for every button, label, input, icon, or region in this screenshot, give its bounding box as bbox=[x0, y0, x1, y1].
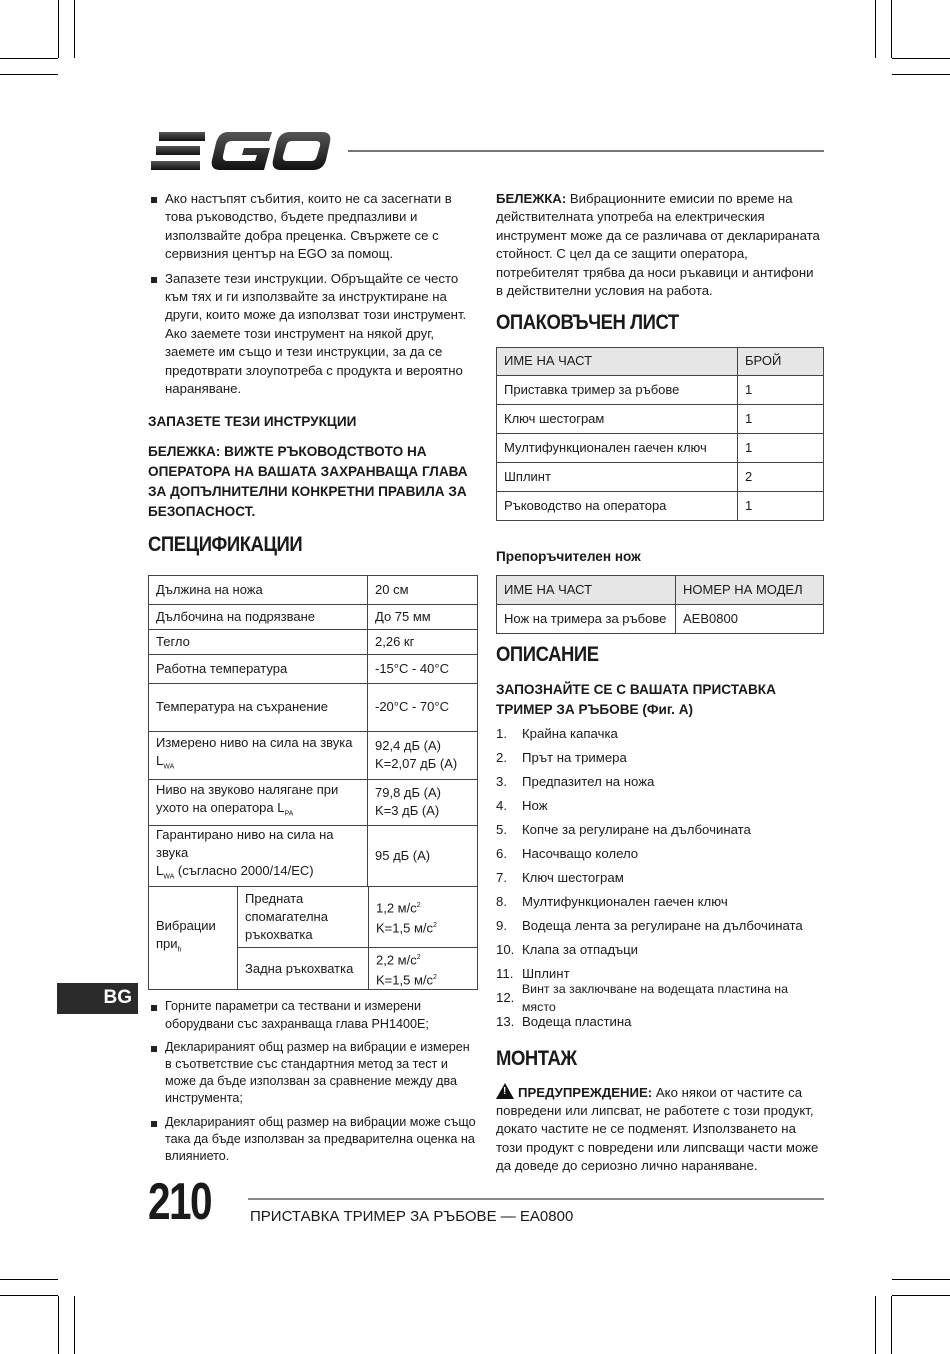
list-item: 5. Копче за регулиране на дълбочината bbox=[496, 818, 824, 842]
table-cell: Шплинт bbox=[497, 462, 738, 491]
list-item: 1. Крайна капачка bbox=[496, 722, 824, 746]
table-row bbox=[149, 654, 478, 683]
crop-mark bbox=[74, 1296, 75, 1354]
table-cell: 2,26 кг bbox=[368, 629, 478, 654]
table-cell: Тегло bbox=[149, 629, 368, 654]
table-row bbox=[149, 575, 478, 604]
list-item-text: Шплинт bbox=[522, 966, 570, 982]
crop-mark bbox=[0, 1295, 58, 1296]
assembly-warning bbox=[496, 1081, 824, 1176]
crop-mark bbox=[892, 58, 950, 59]
list-item: 8. Мултифункционален гаечен ключ bbox=[496, 890, 824, 914]
table-row bbox=[149, 629, 478, 654]
value-text: 79,8 дБ (A) bbox=[375, 785, 441, 801]
list-item: Запазете тези инструкции. Обръщайте се често към тях и ги използвайте за инструктиране на други, които може да използват този инструмент. Ако заемете този инструмент на някой друг, заемете им също и тези инструкции, за да се предотврати злоупотреба с продукта и вероятно нараняване. bbox=[148, 270, 478, 399]
vibration-table bbox=[148, 886, 478, 990]
list-item: 3. Предпазител на ножа bbox=[496, 770, 824, 794]
value-text: K=3 дБ (A) bbox=[375, 803, 440, 819]
warning-text: Ако някои от частите са повредени или липсват, не работете с този продукт, докато частите не се подменят. Използването на този продукт с повредени или липсващи части може да доведе до сериозно лично нараняване. bbox=[496, 1084, 819, 1174]
table-cell: Нож на тримера за ръбове bbox=[497, 604, 676, 633]
table-cell: Ръководство на оператора bbox=[497, 491, 738, 520]
list-item-text: Ключ шестограм bbox=[522, 870, 624, 886]
list-item-text: Водеща лента за регулиране на дълбочината bbox=[522, 918, 803, 934]
left-column bbox=[148, 190, 478, 1171]
list-item: 7. Ключ шестограм bbox=[496, 866, 824, 890]
list-item: 9. Водеща лента за регулиране на дълбочината bbox=[496, 914, 824, 938]
table-row bbox=[497, 491, 824, 520]
table-cell bbox=[149, 731, 368, 779]
recommended-blade-heading: Препоръчителен нож bbox=[496, 548, 641, 564]
table-row bbox=[497, 604, 824, 633]
crop-mark bbox=[74, 0, 75, 58]
list-item-text: Прът на тримера bbox=[522, 750, 627, 766]
parts-list bbox=[496, 722, 824, 1034]
table-cell bbox=[369, 887, 478, 948]
label-text: Ниво на звуково налягане при ухото на оператора L bbox=[156, 782, 339, 816]
save-instructions-heading: ЗАПАЗЕТЕ ТЕЗИ ИНСТРУКЦИИ bbox=[148, 414, 357, 430]
crop-mark bbox=[875, 0, 876, 58]
table-header-cell: ИМЕ НА ЧАСТ bbox=[497, 575, 676, 604]
list-item: 6. Насочващо колело bbox=[496, 842, 824, 866]
table-cell bbox=[149, 779, 368, 825]
table-cell: Приставка тример за ръбове bbox=[497, 375, 738, 404]
crop-mark bbox=[58, 1296, 59, 1354]
language-code: BG bbox=[103, 987, 132, 1008]
table-cell: AEB0800 bbox=[676, 604, 824, 633]
superscript: 2 bbox=[433, 973, 437, 981]
warning-label: ПРЕДУПРЕЖДЕНИЕ: bbox=[518, 1084, 653, 1100]
list-item: 13. Водеща пластина bbox=[496, 1010, 824, 1034]
table-cell: -15°C - 40°C bbox=[368, 654, 478, 683]
list-item: Горните параметри са тествани и измерени оборудвани със захранваща глава PH1400E; bbox=[148, 998, 478, 1032]
crop-mark bbox=[0, 1279, 58, 1280]
table-cell: Работна температура bbox=[149, 654, 368, 683]
table-header-cell: БРОЙ bbox=[738, 347, 824, 375]
list-item-text: Винт за заключване на водещата пластина на място bbox=[521, 981, 788, 1015]
crop-mark bbox=[892, 1279, 950, 1280]
crop-mark bbox=[892, 1295, 950, 1296]
list-item: Декларираният общ размер на вибрации може също така да бъде използван за предварителна оценка на влиянието. bbox=[148, 1114, 478, 1166]
list-item: Декларираният общ размер на вибрации е измерен в съответствие със стандартния метод за тест и може да бъде използван за сравнение между два инструмента; bbox=[148, 1039, 478, 1108]
specifications-table bbox=[148, 575, 478, 888]
footer-rule bbox=[248, 1198, 824, 1200]
header-rule bbox=[348, 150, 824, 152]
value-text: K=1,5 м/с bbox=[376, 920, 433, 936]
superscript: 2 bbox=[416, 953, 421, 961]
table-cell: 1 bbox=[738, 375, 824, 404]
value-text: 1,2 м/с bbox=[376, 900, 417, 916]
list-item: 2. Прът на тримера bbox=[496, 746, 824, 770]
table-row bbox=[149, 731, 478, 779]
description-heading: ОПИСАНИЕ bbox=[496, 642, 599, 666]
list-item-text: Крайна капачка bbox=[522, 726, 618, 742]
table-row bbox=[149, 887, 478, 948]
table-cell: Предната спомагателна ръкохватка bbox=[238, 887, 369, 948]
table-cell: 95 дБ (A) bbox=[368, 825, 478, 887]
list-item-text: Клапа за отпадъци bbox=[522, 942, 639, 958]
list-item-text: Насочващо колело bbox=[522, 846, 639, 862]
table-header-cell: ИМЕ НА ЧАСТ bbox=[497, 347, 738, 375]
table-cell: -20°C - 70°C bbox=[368, 683, 478, 731]
value-text: 92,4 дБ (A) bbox=[375, 738, 441, 754]
vibration-note bbox=[496, 190, 824, 300]
blade-table bbox=[496, 575, 824, 634]
packing-list-heading: ОПАКОВЪЧЕН ЛИСТ bbox=[496, 311, 679, 335]
list-item-text: Предпазител на ножа bbox=[522, 774, 655, 790]
list-item-text: Мултифункционален гаечен ключ bbox=[522, 894, 728, 910]
list-item: Ако настъпят събития, които не са засегнати в това ръководство, бъдете предпазливи и използвайте добра преценка. Свържете се с сервизния център на EGO за помощ. bbox=[148, 190, 478, 264]
right-column bbox=[496, 190, 824, 1176]
list-item: 12. Винт за заключване на водещата пластина на място bbox=[496, 986, 824, 1010]
label-text: Измерено ниво на сила на звука L bbox=[156, 735, 353, 769]
table-cell bbox=[369, 948, 478, 990]
crop-mark bbox=[58, 0, 59, 58]
crop-mark bbox=[892, 74, 950, 75]
list-item: 10. Клапа за отпадъци bbox=[496, 938, 824, 962]
table-cell: 2 bbox=[738, 462, 824, 491]
value-text: 2,2 м/с bbox=[376, 951, 417, 967]
list-item-text: Водеща пластина bbox=[522, 1014, 632, 1030]
table-cell: 1 bbox=[738, 491, 824, 520]
value-text: K=1,5 м/с bbox=[376, 972, 433, 988]
assembly-heading: МОНТАЖ bbox=[496, 1047, 577, 1071]
note-text: Вибрационните емисии по време на действителната употреба на електрическия инструмент може да се различава от декларираната стойност. С цел да се защити оператора, потребителят трябва да носи ръкавици и антифони в действителни условия на работа. bbox=[496, 191, 820, 299]
language-tab bbox=[57, 983, 138, 1014]
list-item: 11. Шплинт bbox=[496, 962, 824, 986]
subscript: PA bbox=[284, 810, 294, 818]
table-cell: Дълбочина на подрязване bbox=[149, 604, 368, 629]
table-cell: 20 см bbox=[368, 575, 478, 604]
subscript: h bbox=[177, 946, 182, 954]
crop-mark bbox=[875, 1296, 876, 1354]
table-cell bbox=[368, 731, 478, 779]
specifications-heading: СПЕЦИФИКАЦИИ bbox=[148, 533, 303, 557]
table-cell bbox=[368, 779, 478, 825]
table-header-row bbox=[497, 575, 824, 604]
table-cell: Ключ шестограм bbox=[497, 404, 738, 433]
subscript: WA bbox=[163, 763, 175, 771]
superscript: 2 bbox=[416, 902, 421, 910]
table-cell: Мултифункционален гаечен ключ bbox=[497, 433, 738, 462]
warning-icon: ! bbox=[496, 1083, 514, 1099]
table-row bbox=[149, 683, 478, 731]
table-cell bbox=[149, 825, 368, 887]
table-header-cell: НОМЕР НА МОДЕЛ bbox=[676, 575, 824, 604]
table-row bbox=[497, 433, 824, 462]
crop-mark bbox=[891, 1296, 892, 1354]
table-row bbox=[497, 404, 824, 433]
table-cell: 1 bbox=[738, 433, 824, 462]
subscript: WA bbox=[163, 873, 175, 881]
footer-title: ПРИСТАВКА ТРИМЕР ЗА РЪБОВЕ — EA0800 bbox=[250, 1208, 574, 1225]
table-row bbox=[149, 604, 478, 629]
list-item-text: Нож bbox=[522, 798, 548, 814]
packing-list-table bbox=[496, 347, 824, 521]
value-text: K=2,07 дБ (A) bbox=[375, 756, 458, 772]
table-cell: Дължина на ножа bbox=[149, 575, 368, 604]
label-text: Вибрации при bbox=[156, 918, 216, 952]
table-row bbox=[149, 825, 478, 887]
table-cell: Температура на съхранение bbox=[149, 683, 368, 731]
superscript: 2 bbox=[433, 922, 437, 930]
crop-mark bbox=[891, 0, 892, 58]
operator-note: БЕЛЕЖКА: ВИЖТЕ РЪКОВОДСТВОТО НА ОПЕРАТОРА НА ВАШАТА ЗАХРАНВАЩА ГЛАВА ЗА ДОПЪЛНИТЕЛНИ КОНКРЕТНИ ПРАВИЛА ЗА БЕЗОПАСНОСТ. bbox=[148, 444, 468, 520]
table-row bbox=[497, 375, 824, 404]
table-cell: Задна ръкохватка bbox=[238, 948, 369, 990]
note-label: БЕЛЕЖКА: bbox=[496, 191, 567, 206]
know-your-trimmer-heading: ЗАПОЗНАЙТЕ СЕ С ВАШАТА ПРИСТАВКА ТРИМЕР ЗА РЪБОВЕ (Фиг. А) bbox=[496, 682, 776, 718]
table-row bbox=[149, 779, 478, 825]
crop-mark bbox=[0, 58, 58, 59]
page-number: 210 bbox=[148, 1173, 211, 1231]
crop-mark bbox=[0, 74, 58, 75]
table-row bbox=[497, 462, 824, 491]
label-text: (съгласно 2000/14/EC) bbox=[174, 862, 314, 878]
ego-logo bbox=[150, 130, 332, 172]
list-item-text: Копче за регулиране на дълбочината bbox=[522, 822, 751, 838]
table-cell: До 75 мм bbox=[368, 604, 478, 629]
table-cell: 1 bbox=[738, 404, 824, 433]
label-text: L bbox=[156, 862, 164, 878]
table-header-row bbox=[497, 347, 824, 375]
table-cell bbox=[149, 887, 238, 990]
label-text: Гарантирано ниво на сила на звука bbox=[156, 826, 334, 860]
list-item: 4. Нож bbox=[496, 794, 824, 818]
